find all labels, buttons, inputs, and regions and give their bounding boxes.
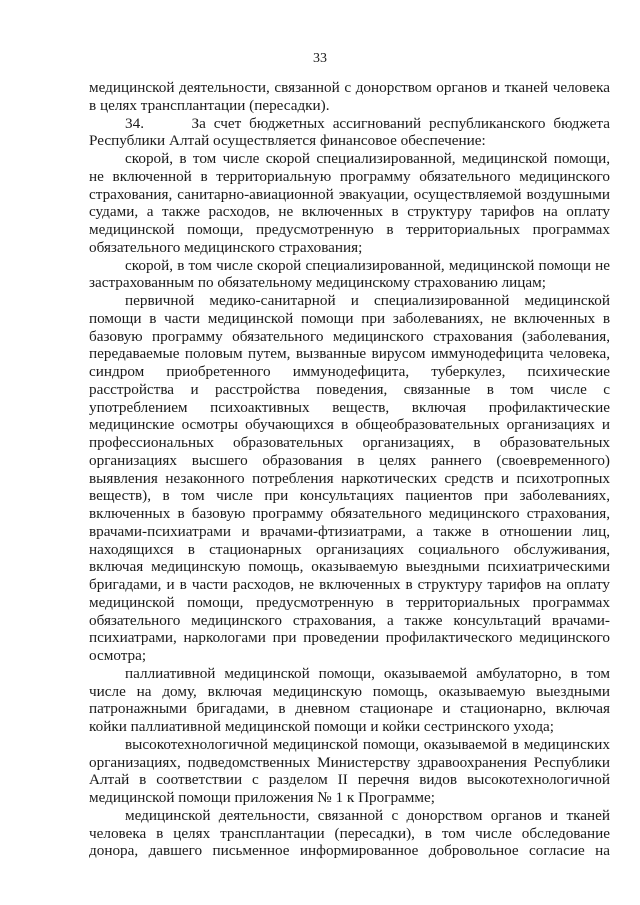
paragraph-item-34: 34. За счет бюджетных ассигнований республиканского бюджета Республики Алтай осуществляется финансовое обеспечение:: [89, 114, 610, 150]
page-number: 33: [313, 51, 327, 66]
paragraph: медицинской деятельности, связанной с донорством органов и тканей человека в целях трансплантации (пересадки), в том числе обследование донора, давшего письменное информированное добровольное согласие на: [89, 806, 610, 860]
document-body: [89, 79, 610, 860]
paragraph: скорой, в том числе скорой специализированной, медицинской помощи не застрахованным по обязательному медицинскому страхованию лицам;: [89, 256, 610, 292]
paragraph: высокотехнологичной медицинской помощи, оказываемой в медицинских организациях, подведомственных Министерству здравоохранения Республики Алтай в соответствии с разделом II перечня видов высокотехнологичной медицинской помощи приложения № 1 к Программе;: [89, 735, 610, 806]
paragraph: медицинской деятельности, связанной с донорством органов и тканей человека в целях трансплантации (пересадки).: [89, 79, 610, 114]
paragraph: первичной медико-санитарной и специализированной медицинской помощи в части медицинской помощи при заболеваниях, не включенных в базовую программу обязательного медицинского страхования (заболевания, передаваемые половым путем, вызванные вирусом иммунодефицита человека, синдром приобретенного иммунодефицита, туберкулез, психические расстройства и расстройства поведения, связанные в том числе с употреблением психоактивных веществ, включая профилактические медицинские осмотры обучающихся в общеобразовательных организациях и профессиональных образовательных организациях, в образовательных организациях высшего образования в целях раннего (своевременного) выявления незаконного потребления наркотических средств и психотропных веществ), в том числе при консультациях пациентов при заболеваниях, включенных в базовую программу обязательного медицинского страхования, врачами-психиатрами и врачами-фтизиатрами, а также в отношении лиц, находящихся в стационарных организациях социального обслуживания, включая медицинскую помощь, оказываемую выездными психиатрическими бригадами, и в части расходов, не включенных в структуру тарифов на оплату медицинской помощи, предусмотренную в территориальных программах обязательного медицинского страхования, а также консультаций врачами-психиатрами, наркологами при проведении профилактического медицинского осмотра;: [89, 292, 610, 664]
paragraph: паллиативной медицинской помощи, оказываемой амбулаторно, в том числе на дому, включая медицинскую помощь, оказываемую выездными патронажными бригадами, в дневном стационаре и стационарно, включая койки паллиативной медицинской помощи и койки сестринского ухода;: [89, 664, 610, 735]
paragraph: скорой, в том числе скорой специализированной, медицинской помощи, не включенной в территориальную программу обязательного медицинского страхования, санитарно-авиационной эвакуации, осуществляемой воздушными судами, а также расходов, не включенных в структуру тарифов на оплату медицинской помощи, предусмотренную в территориальных программах обязательного медицинского страхования;: [89, 150, 610, 256]
